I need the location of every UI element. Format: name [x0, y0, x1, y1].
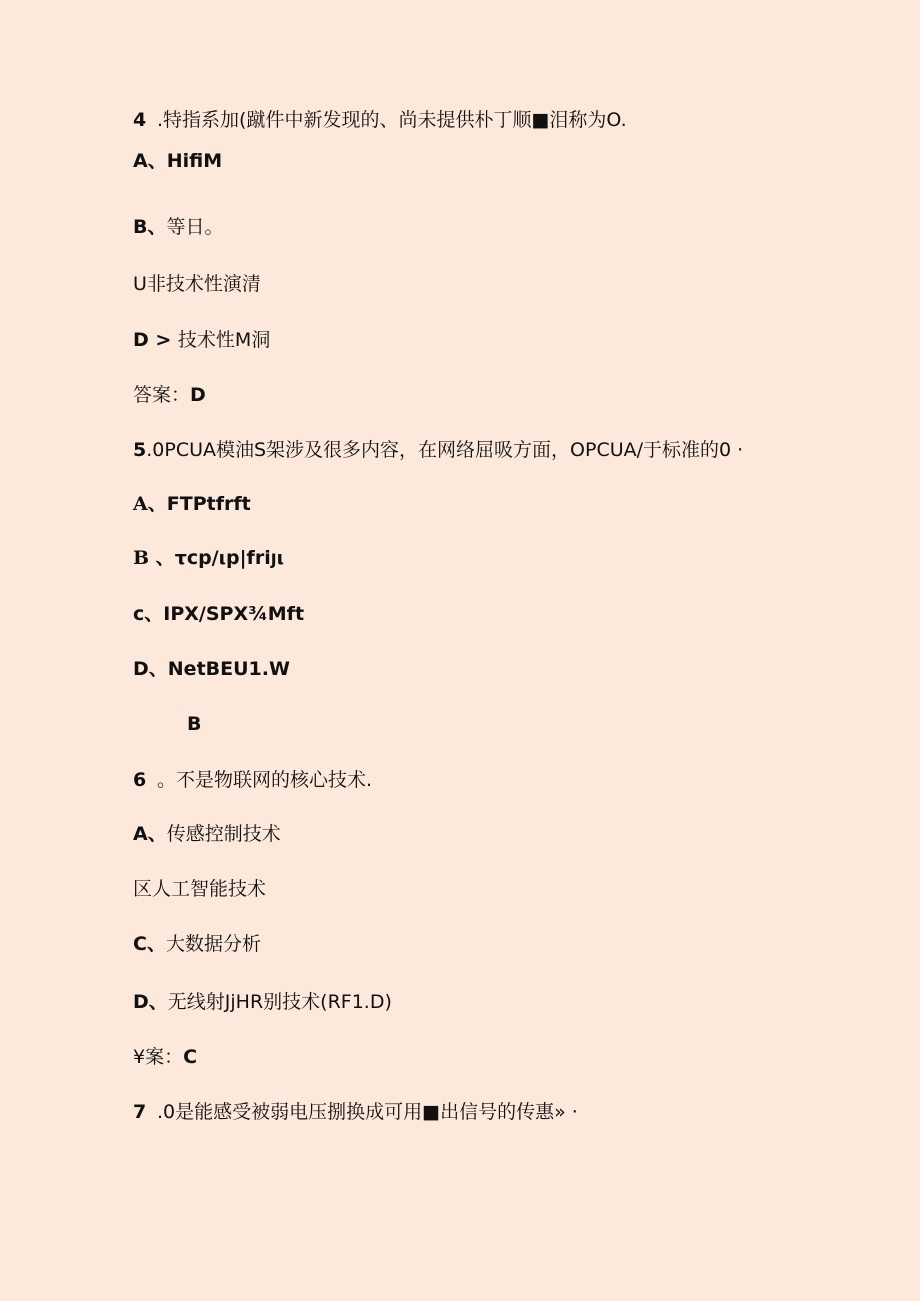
option-a — [133, 822, 281, 846]
option-text: 等日。 — [166, 216, 224, 238]
option-c — [133, 932, 261, 956]
option-text: 传感控制技术 — [166, 823, 281, 845]
question-stem — [133, 1100, 578, 1124]
answer-value: D — [190, 384, 206, 406]
question-stem — [133, 108, 627, 132]
answer-line — [187, 712, 201, 736]
question-text: .0PCUA模油S架涉及很多内容，在网络屈吸方面，OPCUA/于标准的0 · — [146, 439, 744, 461]
option-d — [133, 657, 290, 681]
option-letter: D、 — [133, 991, 168, 1013]
option-letter: A、 — [133, 493, 167, 515]
answer-value: C — [183, 1046, 198, 1068]
option-text: IPX/SPX¾Mft — [163, 603, 305, 625]
option-letter: D、 — [133, 658, 168, 680]
option-text: τcp/ιp|friյι — [174, 547, 284, 569]
option-text: HifiM — [166, 150, 223, 172]
option-text: 大数据分析 — [165, 933, 261, 955]
option-text: 技术性M洞 — [177, 329, 271, 351]
question-number: 4 — [133, 109, 147, 131]
option-letter: D > — [133, 329, 178, 351]
option-b — [133, 215, 224, 239]
option-text: FTPtfrft — [166, 493, 251, 515]
option-text: 区人工智能技术 — [133, 878, 267, 900]
option-c — [133, 272, 261, 296]
option-letter: C、 — [133, 933, 166, 955]
option-text: NetBEU1.W — [167, 658, 290, 680]
question-number: 5 — [133, 439, 147, 461]
answer-label: ¥案： — [133, 1046, 184, 1068]
option-text: 无线射JjHR别技术(RF1.D) — [167, 991, 392, 1013]
option-a — [133, 492, 251, 516]
question-text: 。不是物联网的核心技术. — [157, 769, 373, 791]
option-b — [133, 877, 266, 901]
option-letter: B 、 — [133, 547, 175, 569]
answer-label: 答案： — [133, 384, 191, 406]
answer-line — [133, 383, 206, 407]
question-number: 6 — [133, 769, 147, 791]
question-number: 7 — [133, 1101, 147, 1123]
question-stem — [133, 438, 743, 462]
option-d — [133, 328, 270, 352]
option-d — [133, 990, 392, 1014]
option-a — [133, 149, 222, 173]
question-text: .特指系加(蹴件中新发现的、尚未提供朴丁顺■泪称为O. — [157, 109, 627, 131]
question-text: .0是能感受被弱电压捌换成可用■出信号的传惠» · — [157, 1101, 578, 1123]
option-letter: B、 — [133, 216, 167, 238]
option-letter: A、 — [133, 150, 167, 172]
option-text: U非技术性演清 — [133, 273, 261, 295]
option-c — [133, 602, 304, 626]
answer-line — [133, 1045, 197, 1069]
answer-value: B — [187, 713, 202, 735]
option-letter: A、 — [133, 823, 167, 845]
option-letter: c、 — [133, 603, 164, 625]
option-b — [133, 546, 284, 570]
question-stem — [133, 768, 372, 792]
